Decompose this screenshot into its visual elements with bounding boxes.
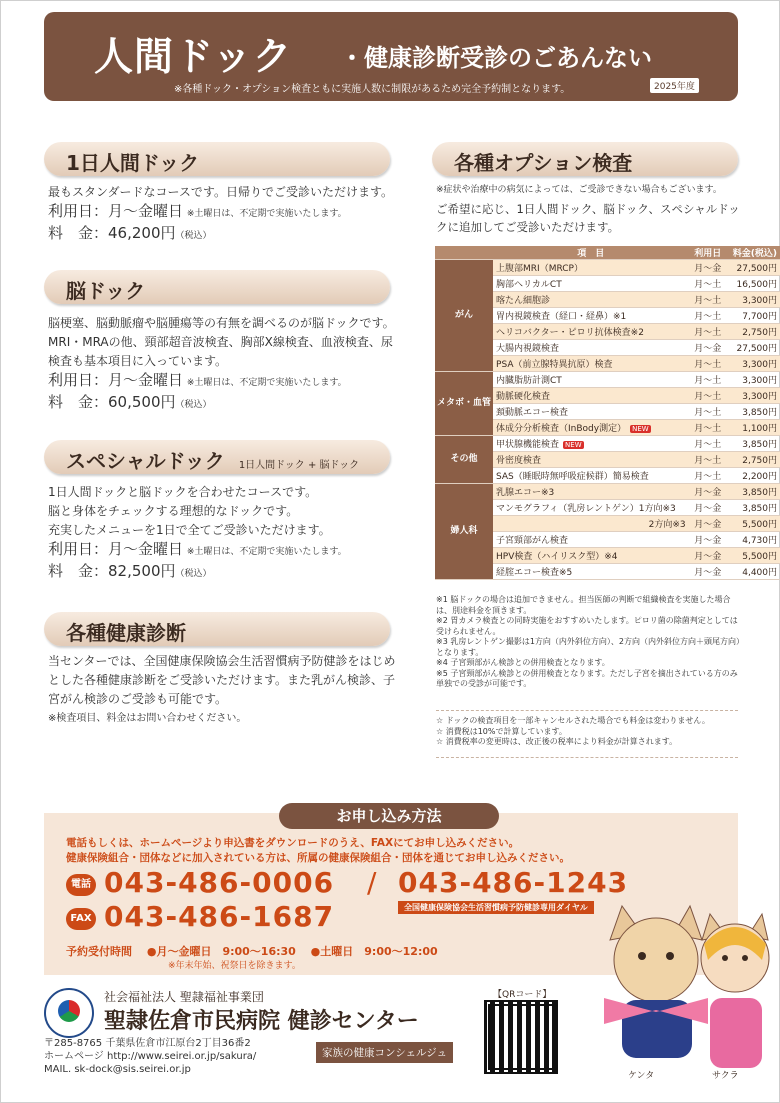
qr-label: 【QRコード】 [493, 990, 552, 1000]
ningen-body [48, 183, 398, 246]
section-ningen-title [44, 142, 390, 176]
row-price: 27,500円 [727, 260, 780, 276]
brain-desc: 脳梗塞、脳動脈瘤や脳腫瘍等の有無を調べるのが脳ドックです。MRI・MRAの他、頸部超音波検査、胸部X線検査、血液検査、尿検査も基本項目に入っています。 [48, 316, 395, 368]
special-days-note: ※土曜日は、不定期で実施いたします。 [186, 547, 347, 557]
brain-days: 利用日：月～金曜日 [48, 371, 184, 389]
row-days: 月～土 [689, 404, 727, 420]
row-days: 月～金 [689, 340, 727, 356]
table-row: 胸部ヘリカルCT [493, 276, 689, 292]
email-link[interactable]: MAIL. sk-dock@sis.seirei.or.jp [44, 1064, 191, 1075]
brain-tax: （税込） [175, 400, 212, 410]
row-days: 月～金 [689, 516, 727, 532]
ningen-fee-label: 料 金： [48, 224, 109, 242]
ningen-title-text: 1日人間ドック [66, 151, 200, 175]
row-days: 月～土 [689, 388, 727, 404]
fax-number: 043-486-1687 [104, 900, 335, 933]
row-days: 月～土 [689, 452, 727, 468]
row-days: 月～土 [689, 372, 727, 388]
special-fee: 82,500円 [108, 562, 176, 580]
table-row: 喀たん細胞診 [493, 292, 689, 308]
brain-fee-label: 料 金： [48, 393, 109, 411]
seirei-logo [44, 988, 94, 1038]
category-cancer: がん [435, 260, 493, 372]
table-row: 頚動脈エコー検査 [493, 404, 689, 420]
header-days: 利用日 [689, 246, 727, 260]
row-days: 月～土 [689, 324, 727, 340]
table-row: 骨密度検査 [493, 452, 689, 468]
option-note: ※症状や治療中の病気によっては、ご受診できない場合もございます。 [436, 185, 722, 195]
category-other: その他 [435, 436, 493, 484]
special-tax: （税込） [175, 569, 212, 579]
table-row: 子宮頸部がん検査 [493, 532, 689, 548]
ningen-desc: 最もスタンダードなコースです。日帰りでご受診いただけます。 [48, 185, 394, 199]
row-price: 3,300円 [727, 388, 780, 404]
kenta-label: ケンタ [628, 1071, 655, 1081]
instruction-1: 電話もしくは、ホームページより申込書をダウンロードのうえ、FAXにてお申し込みください。 [66, 837, 520, 849]
sakura-cat [701, 914, 769, 1068]
page-header [44, 12, 738, 101]
special-desc-1: 1日人間ドックと脳ドックを合わせたコースです。 [48, 485, 318, 499]
category-gyn: 婦人科 [435, 484, 493, 580]
new-badge: NEW [632, 425, 649, 433]
ningen-days-note: ※土曜日は、不定期で実施いたします。 [186, 209, 347, 219]
table-row [493, 420, 689, 436]
address: 〒285-8765 千葉県佐倉市江原台2丁目36番2 [44, 1038, 251, 1049]
instruction-2: 健康保険組合・団体などに加入されている方は、所属の健康保険組合・団体を通じてお申し込みください。 [66, 852, 570, 864]
corp-name: 社会福祉法人 聖隷福祉事業団 [104, 990, 264, 1004]
special-desc-3: 充実したメニューを1日で全てご受診いただけます。 [48, 523, 331, 537]
contact-info [44, 1037, 256, 1076]
hours-saturday: ●土曜日 9:00～12:00 [310, 945, 438, 958]
remark: ☆ 消費税は10%で計算しています。 [436, 726, 567, 736]
hours-row [66, 943, 438, 959]
table-row: PSA（前立腺特異抗原）検査 [493, 356, 689, 372]
special-desc-2: 脳と身体をチェックする理想的なドックです。 [48, 504, 299, 518]
year-badge: 2025年度 [650, 78, 699, 93]
table-row: HPV検査（ハイリスク型）※4 [493, 548, 689, 564]
row-days: 月～金 [689, 548, 727, 564]
footnote: ※2 胃カメラ検査との同時実施をおすすめいたします。ピロリ菌の除菌判定としては受けられません。 [436, 616, 738, 636]
reservation-note: ※各種ドック・オプション検査ともに実施人数に制限があるため完全予約制となります。 [174, 84, 571, 95]
section-brain-title [44, 270, 390, 304]
row-days: 月～土 [689, 356, 727, 372]
row-days: 月～金 [689, 500, 727, 516]
row-days: 月～金 [689, 484, 727, 500]
application-instructions [66, 836, 726, 866]
header-item: 項 目 [493, 246, 689, 260]
phone-separator: / [367, 866, 378, 899]
option-intro: ご希望に応じ、1日人間ドック、脳ドック、スペシャルドックに追加してご受診いただけます。 [436, 202, 740, 234]
table-row [493, 436, 689, 452]
footnotes [436, 595, 741, 690]
table-row: 乳腺エコー※3 [493, 484, 689, 500]
row-price: 2,750円 [727, 452, 780, 468]
row-name: 甲状腺機能検査 [496, 440, 560, 450]
section-special-title [44, 440, 390, 474]
ningen-days: 利用日：月～金曜日 [48, 202, 184, 220]
special-fee-label: 料 金： [48, 562, 109, 580]
table-row: ヘリコバクター・ピロリ抗体検査※2 [493, 324, 689, 340]
row-days: 月～土 [689, 420, 727, 436]
footnote: ※4 子宮頸部がん検診との併用検査となります。 [436, 658, 610, 667]
tagline: 家族の健康コンシェルジュ [316, 1042, 453, 1063]
general-desc: 当センターでは、全国健康保険協会生活習慣病予防健診をはじめとした各種健康診断をご受診いただけます。また乳がん検診、子宮がん検診のご受診も可能です。 [48, 654, 396, 706]
hours-label: 予約受付時間 [66, 945, 132, 958]
option-title-text: 各種オプション検査 [454, 151, 633, 175]
special-title-text: スペシャルドック [66, 449, 225, 473]
table-row: 大腸内視鏡検査 [493, 340, 689, 356]
table-row: 動脈硬化検査 [493, 388, 689, 404]
section-general-title [44, 612, 390, 646]
footnote: ※5 子宮頸部がん検診との併用検査となります。ただし子宮を摘出されている方のみ単独での受診が可能です。 [436, 668, 738, 688]
sakura-label: サクラ [712, 1071, 739, 1081]
phone-icon: 電話 [66, 874, 96, 896]
holiday-note: ※年末年始、祝祭日を除きます。 [168, 961, 301, 971]
row-price: 27,500円 [727, 340, 780, 356]
divider [436, 757, 738, 758]
table-row: 上腹部MRI（MRCP） [493, 260, 689, 276]
hospital-name: 聖隷佐倉市民病院 健診センター [104, 1008, 419, 1034]
row-price: 4,730円 [727, 532, 780, 548]
row-name: 体成分分析検査（InBody測定） [496, 424, 627, 434]
general-note: ※検査項目、料金はお問い合わせください。 [48, 713, 247, 724]
fax-icon: FAX [66, 908, 96, 930]
row-price: 3,300円 [727, 292, 780, 308]
row-days: 月～土 [689, 436, 727, 452]
footnote: ※1 脳ドックの場合は追加できません。担当医師の判断で組織検査を実施した場合は、別途料金を頂きます。 [436, 595, 731, 615]
row-price: 3,850円 [727, 484, 780, 500]
row-days: 月～金 [689, 532, 727, 548]
row-price: 5,500円 [727, 548, 780, 564]
brain-days-note: ※土曜日は、不定期で実施いたします。 [186, 378, 347, 388]
row-price: 7,700円 [727, 308, 780, 324]
row-price: 16,500円 [727, 276, 780, 292]
row-price: 5,500円 [727, 516, 780, 532]
row-price: 4,400円 [727, 564, 780, 580]
table-row: 2方向※3 [493, 516, 689, 532]
phone-2-note: 全国健康保険協会生活習慣病予防健診専用ダイヤル [398, 901, 594, 914]
divider [436, 710, 738, 711]
table-row: SAS（睡眠時無呼吸症候群）簡易検査 [493, 468, 689, 484]
header-price: 料金(税込) [727, 246, 780, 260]
ningen-tax: （税込） [175, 231, 212, 241]
remarks [436, 716, 741, 748]
footnote: ※3 乳房レントゲン撮影は1方向（内外斜位方向）、2方向（内外斜位方向＋頭尾方向）となります。 [436, 637, 740, 657]
phone-number-1[interactable]: 043-486-0006 [104, 866, 335, 899]
page-title: 人間ドック [94, 35, 293, 80]
remark: ☆ 消費税率の変更時は、改正後の税率により料金が計算されます。 [436, 737, 678, 746]
table-row: 内臓脂肪計測CT [493, 372, 689, 388]
new-badge: NEW [565, 441, 582, 449]
table-row: 胃内視鏡検査（経口・経鼻）※1 [493, 308, 689, 324]
ningen-fee: 46,200円 [108, 224, 176, 242]
brain-title-text: 脳ドック [66, 279, 146, 303]
mascot-characters [592, 900, 776, 1080]
homepage-link[interactable]: ホームページ http://www.seirei.or.jp/sakura/ [44, 1051, 257, 1062]
row-price: 2,750円 [727, 324, 780, 340]
hours-weekday: ●月～金曜日 9:00～16:30 [146, 945, 296, 958]
phone-number-2[interactable]: 043-486-1243 [398, 866, 629, 899]
special-subtitle: 1日人間ドック + 脳ドック [238, 460, 360, 471]
qr-code[interactable] [484, 1000, 558, 1074]
kenta-cat [604, 906, 708, 1058]
section-option-title [432, 142, 738, 176]
row-days: 月～土 [689, 292, 727, 308]
remark: ☆ ドックの検査項目を一部キャンセルされた場合でも料金は変わりません。 [436, 716, 710, 725]
brain-fee: 60,500円 [108, 393, 176, 411]
row-price: 3,850円 [727, 404, 780, 420]
page-subtitle: ・健康診断受診のごあんない [340, 44, 652, 72]
row-days: 月～土 [689, 468, 727, 484]
general-title-text: 各種健康診断 [66, 621, 186, 645]
row-days: 月～金 [689, 260, 727, 276]
category-metabo: メタボ・血管 [435, 372, 493, 436]
row-days: 月～金 [689, 564, 727, 580]
row-price: 3,850円 [727, 436, 780, 452]
row-price: 3,850円 [727, 500, 780, 516]
brain-body [48, 314, 398, 415]
table-row: 経腟エコー検査※5 [493, 564, 689, 580]
option-price-table [435, 246, 780, 580]
special-days: 利用日：月～金曜日 [48, 540, 184, 558]
row-price: 3,300円 [727, 356, 780, 372]
row-price: 3,300円 [727, 372, 780, 388]
row-days: 月～土 [689, 276, 727, 292]
row-price: 2,200円 [727, 468, 780, 484]
row-price: 1,100円 [727, 420, 780, 436]
row-days: 月～土 [689, 308, 727, 324]
special-body [48, 483, 398, 584]
application-title: お申し込み方法 [279, 803, 499, 829]
table-row: マンモグラフィ（乳房レントゲン）1方向※3 [493, 500, 689, 516]
general-body [48, 652, 398, 728]
